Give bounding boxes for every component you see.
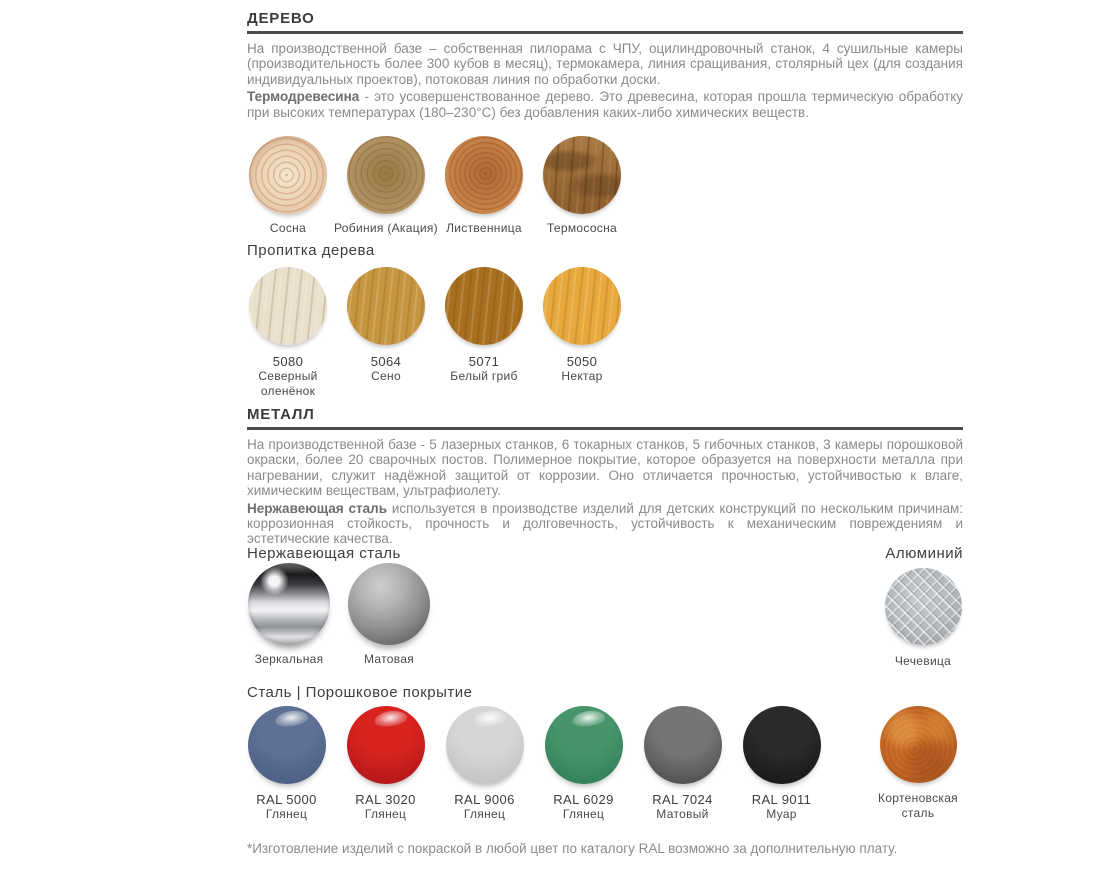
thermopine-texture-image — [543, 136, 621, 214]
wood-swatch-label: Лиственница — [446, 221, 522, 235]
stain-code: 5080 — [272, 354, 304, 369]
stainless-subsection-title: Нержавеющая сталь — [247, 545, 401, 562]
gloss-highlight — [571, 709, 605, 728]
larch-slice-image — [445, 136, 523, 214]
stainless-definition: используется в производстве изделий для детских конструкций по нескольким причинам: коррозионная стойкость, прочность и долговечность, устойчивость к механическим повреждениям и эстетические качества. — [247, 500, 963, 547]
matte-steel-sphere-image — [348, 563, 430, 645]
metal-section-divider — [247, 427, 963, 430]
ral-swatch-9006 — [435, 706, 534, 822]
stain-5064-image — [347, 267, 425, 345]
ral-swatch-7024 — [633, 706, 732, 822]
ral-3020-ball-image — [347, 706, 425, 784]
stain-swatch-5050 — [533, 267, 631, 398]
wood-paragraph-production: На производственной базе – собственная пилорама с ЧПУ, оцилиндровочный станок, 4 сушильные камеры (производительность более 300 кубов в месяц), термокамера, линия сращивания, столярный цех (для создания индивидуальных проектов), потоковая линия по обработки доски. — [247, 41, 963, 87]
ral-code: RAL 7024 — [652, 792, 713, 807]
ral-swatch-5000 — [237, 706, 336, 822]
corten-steel-image — [880, 706, 957, 783]
stain-swatch-5071 — [435, 267, 533, 398]
stainless-row — [239, 563, 439, 667]
stainless-label: Матовая — [363, 652, 415, 666]
ral-row — [237, 706, 831, 822]
wood-swatch-label: Термососна — [546, 221, 618, 235]
stain-5050-image — [543, 267, 621, 345]
robinia-slice-image — [347, 136, 425, 214]
powder-subsection-title: Сталь | Порошковое покрытие — [247, 684, 473, 701]
stain-5080-image — [249, 267, 327, 345]
ral-code: RAL 9006 — [454, 792, 515, 807]
aluminum-label: Чечевица — [894, 654, 952, 668]
metal-section-title: МЕТАЛЛ — [247, 406, 315, 423]
ral-finish: Глянец — [364, 807, 407, 821]
wood-swatch-thermopine — [533, 136, 631, 236]
stain-code: 5050 — [566, 354, 598, 369]
gloss-highlight — [274, 709, 308, 728]
ral-code: RAL 9011 — [751, 792, 812, 807]
wood-paragraph-thermowood — [247, 89, 963, 120]
aluminum-subsection-title: Алюминий — [885, 545, 963, 562]
ral-footnote: *Изготовление изделий с покраской в любой цвет по каталогу RAL возможно за дополнительную плату. — [247, 841, 898, 856]
wood-species-row — [239, 136, 631, 236]
ral-swatch-3020 — [336, 706, 435, 822]
stain-swatch-5080 — [239, 267, 337, 398]
mirror-steel-sphere-image — [248, 563, 330, 645]
ral-swatch-9011 — [732, 706, 831, 822]
metal-paragraph-production: На производственной базе - 5 лазерных станков, 6 токарных станков, 5 гибочных станков, 3 камеры порошковой окраски, более 20 сварочных постов. Полимерное покрытие, которое образуется на поверхности металла при нагревании, служит надёжной защитой от коррозии. Оно отличается прочностью, устойчивостью к влаге, химическим веществам, ультрафиолету. — [247, 437, 963, 499]
wood-section-divider — [247, 31, 963, 34]
ral-7024-ball-image — [644, 706, 722, 784]
ral-6029-ball-image — [545, 706, 623, 784]
ral-finish: Глянец — [562, 807, 605, 821]
ral-finish: Матовый — [656, 807, 709, 821]
stain-name: Белый гриб — [450, 369, 518, 383]
ral-code: RAL 3020 — [355, 792, 416, 807]
thermowood-term: Термодревесина — [247, 89, 360, 105]
ral-code: RAL 5000 — [256, 792, 317, 807]
stain-name: Сено — [371, 369, 401, 383]
ral-code: RAL 6029 — [553, 792, 614, 807]
checker-plate-image — [885, 568, 962, 645]
stain-code: 5064 — [370, 354, 402, 369]
stainless-label: Зеркальная — [254, 652, 324, 666]
ral-swatch-6029 — [534, 706, 633, 822]
metal-paragraph-stainless — [247, 501, 963, 547]
corten-swatch — [866, 706, 970, 820]
stain-code: 5071 — [468, 354, 500, 369]
ral-9006-ball-image — [446, 706, 524, 784]
ral-9011-ball-image — [743, 706, 821, 784]
wood-swatch-larch — [435, 136, 533, 236]
ral-5000-ball-image — [248, 706, 326, 784]
wood-paragraphs — [247, 41, 963, 120]
stainless-swatch-matte — [339, 563, 439, 667]
gloss-highlight — [472, 709, 506, 728]
ral-finish: Глянец — [265, 807, 308, 821]
wood-section-title: ДЕРЕВО — [247, 10, 315, 27]
gloss-highlight — [373, 709, 407, 728]
wood-swatch-label: Сосна — [269, 221, 307, 235]
stain-subsection-title: Пропитка дерева — [247, 242, 375, 259]
stain-swatch-5064 — [337, 267, 435, 398]
stain-name: Нектар — [561, 369, 603, 383]
wood-stain-row — [239, 267, 631, 398]
stain-5071-image — [445, 267, 523, 345]
pine-slice-image — [249, 136, 327, 214]
ral-finish: Муар — [766, 807, 797, 821]
stain-name: Северный оленёнок — [258, 369, 318, 398]
metal-subheadings-row — [247, 545, 963, 562]
wood-swatch-label: Робиния (Акация) — [334, 221, 438, 235]
wood-swatch-robinia — [334, 136, 438, 236]
corten-label: Кортеновская сталь — [878, 791, 958, 820]
metal-paragraphs — [247, 437, 963, 547]
aluminum-swatch — [884, 568, 962, 669]
wood-swatch-pine — [239, 136, 337, 236]
ral-finish: Глянец — [463, 807, 506, 821]
thermowood-definition: - это усовершенствованное дерево. Это древесина, которая прошла термическую обработку при высоких температурах (180–230°С) без добавления каких-либо химических веществ. — [247, 89, 963, 120]
stainless-term: Нержавеющая сталь — [247, 500, 387, 516]
stainless-swatch-mirror — [239, 563, 339, 667]
